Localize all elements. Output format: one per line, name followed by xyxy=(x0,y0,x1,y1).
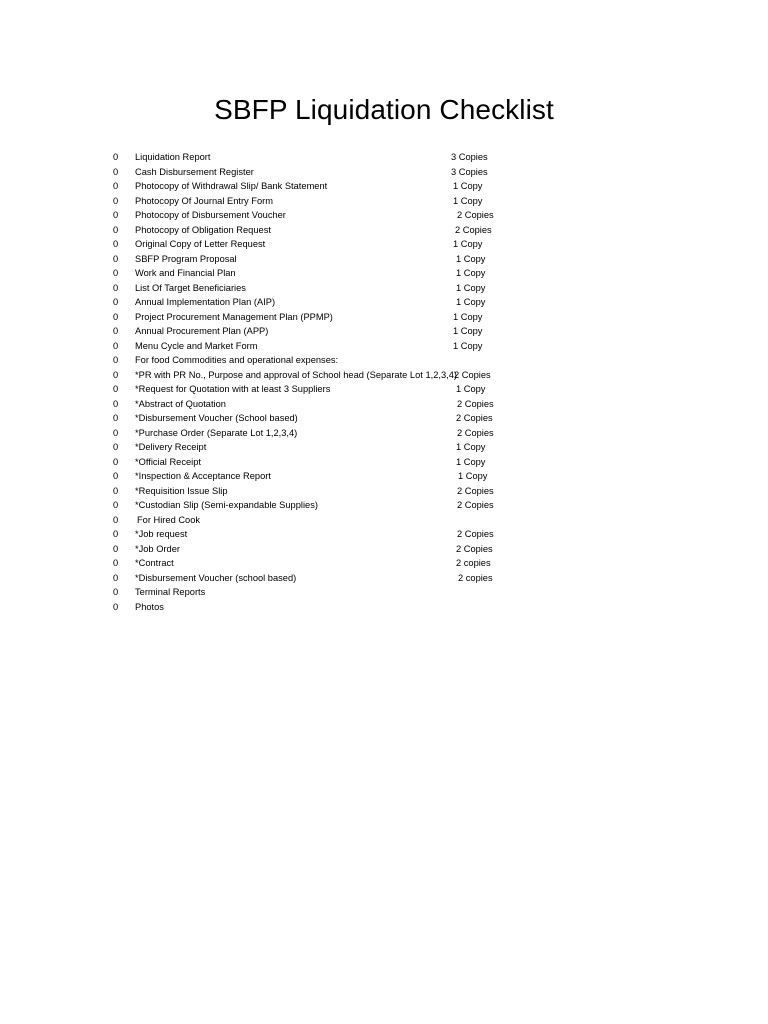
item-label: *Job Order xyxy=(135,543,180,554)
list-item xyxy=(0,339,768,354)
bullet-marker: 0 xyxy=(113,224,119,235)
bullet-marker: 0 xyxy=(113,529,119,539)
item-label: *Inspection & Acceptance Report xyxy=(135,471,271,481)
item-label: Photocopy Of Journal Entry Form xyxy=(135,195,273,206)
item-copies: 2 Copies xyxy=(454,369,491,380)
list-item xyxy=(0,368,768,383)
item-copies: 1 Copy xyxy=(456,282,486,293)
bullet-marker: 0 xyxy=(113,268,119,278)
bullet-marker: 0 xyxy=(113,282,119,293)
list-item xyxy=(0,455,768,470)
item-copies: 1 Copy xyxy=(456,253,486,264)
bullet-marker: 0 xyxy=(113,239,119,249)
item-label: *PR with PR No., Purpose and approval of School head (Separate Lot 1,2,3,4) xyxy=(135,369,457,380)
item-copies: 3 Copies xyxy=(451,152,488,162)
list-item xyxy=(0,237,768,252)
bullet-marker: 0 xyxy=(113,558,119,568)
item-label: *Purchase Order (Separate Lot 1,2,3,4) xyxy=(135,427,298,438)
bullet-marker: 0 xyxy=(113,253,119,264)
list-item xyxy=(0,295,768,310)
bullet-marker: 0 xyxy=(113,384,119,394)
item-label: Photocopy of Withdrawal Slip/ Bank Statement xyxy=(135,181,328,191)
item-label: *Official Receipt xyxy=(135,456,201,467)
item-copies: 1 Copy xyxy=(453,326,483,336)
bullet-marker: 0 xyxy=(113,152,119,162)
list-item xyxy=(0,353,768,368)
item-copies: 2 Copies xyxy=(455,224,492,235)
bullet-marker: 0 xyxy=(113,398,119,409)
item-label: Terminal Reports xyxy=(135,587,206,597)
bullet-marker: 0 xyxy=(113,195,119,206)
bullet-marker: 0 xyxy=(113,587,119,597)
item-label: *Disbursement Voucher (School based) xyxy=(135,413,298,423)
item-copies: 2 Copies xyxy=(456,413,493,423)
item-copies: 1 Copy xyxy=(453,311,483,322)
list-item xyxy=(0,324,768,339)
section-heading: For Hired Cook xyxy=(137,514,201,525)
item-copies: 2 copies xyxy=(458,572,493,583)
item-copies: 2 Copies xyxy=(457,427,494,438)
list-item xyxy=(0,382,768,397)
list-item xyxy=(0,498,768,513)
item-label: Annual Procurement Plan (APP) xyxy=(135,326,269,336)
list-item xyxy=(0,513,768,528)
bullet-marker: 0 xyxy=(113,442,119,452)
item-copies: 1 Copy xyxy=(453,340,483,351)
list-item xyxy=(0,469,768,484)
item-label: *Abstract of Quotation xyxy=(135,398,226,409)
bullet-marker: 0 xyxy=(113,311,119,322)
list-item xyxy=(0,223,768,238)
bullet-marker: 0 xyxy=(113,326,119,336)
item-copies: 1 Copy xyxy=(456,297,486,307)
list-item xyxy=(0,426,768,441)
item-copies: 1 Copy xyxy=(458,471,488,481)
bullet-marker: 0 xyxy=(113,210,119,220)
bullet-marker: 0 xyxy=(113,572,119,583)
item-copies: 3 Copies xyxy=(451,166,488,177)
item-copies: 1 Copy xyxy=(456,442,486,452)
item-label: Liquidation Report xyxy=(135,152,211,162)
list-item xyxy=(0,252,768,267)
list-item xyxy=(0,411,768,426)
bullet-marker: 0 xyxy=(113,355,119,365)
bullet-marker: 0 xyxy=(113,340,119,351)
list-item xyxy=(0,542,768,557)
bullet-marker: 0 xyxy=(113,456,119,467)
bullet-marker: 0 xyxy=(113,514,119,525)
item-copies: 2 copies xyxy=(456,558,491,568)
list-item xyxy=(0,484,768,499)
item-label: Photocopy of Obligation Request xyxy=(135,224,271,235)
item-label: *Contract xyxy=(135,558,174,568)
item-label: *Delivery Receipt xyxy=(135,442,207,452)
bullet-marker: 0 xyxy=(113,485,119,496)
bullet-marker: 0 xyxy=(113,471,119,481)
item-copies: 2 Copies xyxy=(457,529,494,539)
item-label: Photocopy of Disbursement Voucher xyxy=(135,210,286,220)
item-label: Work and Financial Plan xyxy=(135,268,236,278)
item-label: Project Procurement Management Plan (PPMP) xyxy=(135,311,333,322)
item-copies: 2 Copies xyxy=(457,485,494,496)
list-item xyxy=(0,208,768,223)
page-title: SBFP Liquidation Checklist xyxy=(214,94,554,125)
list-item xyxy=(0,527,768,542)
item-copies: 1 Copy xyxy=(456,384,486,394)
item-label: List Of Target Beneficiaries xyxy=(135,282,246,293)
bullet-marker: 0 xyxy=(113,427,119,438)
item-copies: 2 Copies xyxy=(457,398,494,409)
list-item xyxy=(0,585,768,600)
item-copies: 2 Copies xyxy=(457,210,494,220)
bullet-marker: 0 xyxy=(113,543,119,554)
list-item xyxy=(0,397,768,412)
list-item xyxy=(0,150,768,165)
item-label: Original Copy of Letter Request xyxy=(135,239,266,249)
bullet-marker: 0 xyxy=(113,166,119,177)
list-item xyxy=(0,310,768,325)
item-label: Menu Cycle and Market Form xyxy=(135,340,258,351)
list-item xyxy=(0,266,768,281)
bullet-marker: 0 xyxy=(113,500,119,510)
item-copies: 2 Copies xyxy=(457,500,494,510)
item-label: SBFP Program Proposal xyxy=(135,253,237,264)
list-item xyxy=(0,440,768,455)
bullet-marker: 0 xyxy=(113,181,119,191)
list-item xyxy=(0,179,768,194)
bullet-marker: 0 xyxy=(113,297,119,307)
item-copies: 1 Copy xyxy=(456,456,486,467)
item-label: *Job request xyxy=(135,529,188,539)
item-label: *Disbursement Voucher (school based) xyxy=(135,572,297,583)
item-label: Cash Disbursement Register xyxy=(135,166,254,177)
item-copies: 2 Copies xyxy=(456,543,493,554)
section-heading: For food Commodities and operational expenses: xyxy=(135,355,339,365)
item-label: *Requisition Issue Slip xyxy=(135,485,228,496)
item-label: Photos xyxy=(135,601,164,612)
bullet-marker: 0 xyxy=(113,413,119,423)
list-item xyxy=(0,194,768,209)
item-copies: 1 Copy xyxy=(453,195,483,206)
list-item xyxy=(0,281,768,296)
bullet-marker: 0 xyxy=(113,601,119,612)
list-item xyxy=(0,600,768,615)
item-copies: 1 Copy xyxy=(453,239,483,249)
item-copies: 1 Copy xyxy=(453,181,483,191)
item-copies: 1 Copy xyxy=(456,268,486,278)
bullet-marker: 0 xyxy=(113,369,119,380)
list-item xyxy=(0,571,768,586)
item-label: *Request for Quotation with at least 3 Suppliers xyxy=(135,384,331,394)
list-item xyxy=(0,556,768,571)
item-label: Annual Implementation Plan (AIP) xyxy=(135,297,276,307)
item-label: *Custodian Slip (Semi-expandable Supplies) xyxy=(135,500,318,510)
checklist xyxy=(0,150,768,614)
list-item xyxy=(0,165,768,180)
